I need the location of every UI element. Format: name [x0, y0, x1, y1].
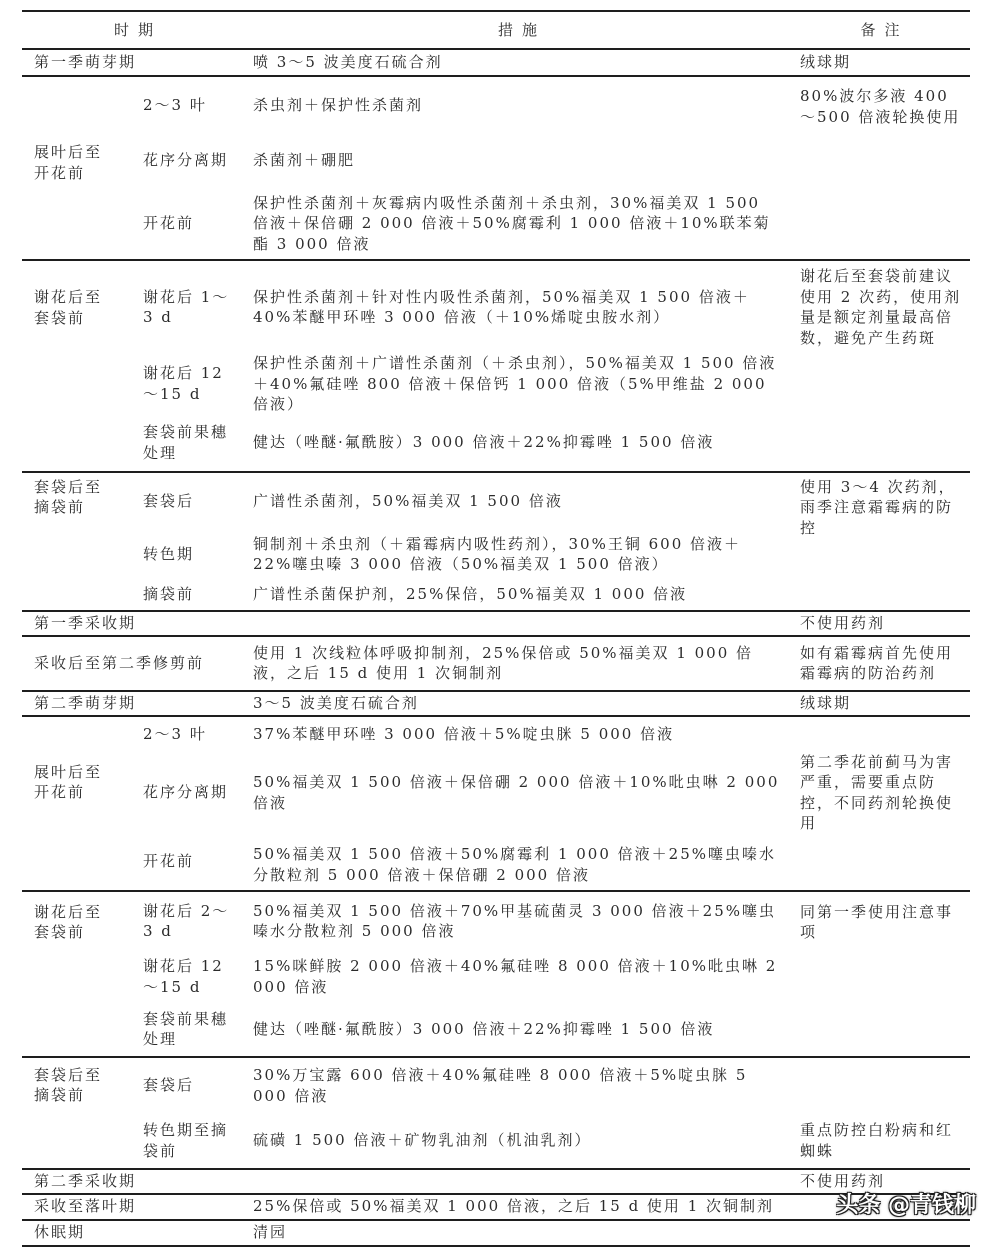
remarks-cell: 绒球期	[790, 49, 970, 76]
table-row	[22, 891, 970, 951]
table-row	[22, 1114, 970, 1169]
stage-cell: 谢花后 12～15 d	[143, 957, 224, 996]
remarks-cell: 使用 3～4 次药剂，雨季注意霜霉病的防控	[790, 472, 970, 611]
stage-cell: 套袋前果穗处理	[143, 1009, 229, 1048]
group-period-cell: 谢花后至套袋前	[22, 891, 135, 1057]
table-row	[22, 1057, 970, 1114]
measures-cell: 保护性杀菌剂＋针对性内吸性杀菌剂，50%福美双 1 500 倍液＋40%苯醚甲环唑 3 000 倍液（＋10%烯啶虫胺水剂）	[245, 260, 790, 353]
group-period-cell: 展叶后至开花前	[22, 716, 135, 891]
measures-cell: 25%保倍或 50%福美双 1 000 倍液，之后 15 d 使用 1 次铜制剂	[245, 1194, 790, 1220]
period-cell: 第二季采收期	[22, 1169, 245, 1194]
table-row	[22, 752, 970, 834]
spray-schedule-table	[22, 10, 970, 1247]
group-period-cell: 套袋后至摘袋前	[22, 1057, 135, 1169]
group-period-cell: 套袋后至摘袋前	[22, 472, 135, 611]
remarks-cell	[790, 716, 970, 752]
stage-cell: 套袋后	[135, 472, 245, 530]
measures-cell: 保护性杀菌剂＋灰霉病内吸性杀菌剂＋杀虫剂，30%福美双 1 500 倍液＋保倍硼 2 000 倍液＋50%腐霉利 1 000 倍液＋10%联苯菊酯 3 000 倍液	[253, 193, 771, 253]
measures-cell: 50%福美双 1 500 倍液＋50%腐霉利 1 000 倍液＋25%噻虫嗪水分散粒剂 5 000 倍液＋保倍硼 2 000 倍液	[253, 845, 776, 884]
measures-cell: 37%苯醚甲环唑 3 000 倍液＋5%啶虫脒 5 000 倍液	[245, 716, 790, 752]
period-cell: 休眠期	[22, 1220, 245, 1246]
period-cell: 第一季萌芽期	[22, 49, 245, 76]
measures-cell	[245, 611, 790, 636]
measures-cell: 铜制剂＋杀虫剂（＋霜霉病内吸性药剂），30%王铜 600 倍液＋22%噻虫嗪 3 000 倍液（50%福美双 1 500 倍液）	[253, 534, 742, 573]
table-row	[22, 691, 970, 716]
header-period: 时期	[22, 11, 245, 49]
stage-cell: 开花前	[143, 214, 195, 233]
group-period-cell: 展叶后至开花前	[22, 76, 135, 260]
measures-cell	[245, 1169, 790, 1194]
stage-cell: 谢花后 1～3 d	[135, 260, 245, 353]
measures-cell: 15%咪鲜胺 2 000 倍液＋40%氟硅唑 8 000 倍液＋10%吡虫啉 2 000 倍液	[253, 957, 778, 996]
stage-cell: 花序分离期	[143, 783, 229, 802]
measures-cell: 健达（唑醚·氟酰胺）3 000 倍液＋22%抑霉唑 1 500 倍液	[253, 1019, 715, 1038]
remarks-cell: 绒球期	[790, 691, 970, 716]
stage-cell: 2～3 叶	[135, 76, 245, 133]
table-row	[22, 260, 970, 353]
measures-cell: 喷 3～5 波美度石硫合剂	[245, 49, 790, 76]
measures-cell: 健达（唑醚·氟酰胺）3 000 倍液＋22%抑霉唑 1 500 倍液	[253, 433, 715, 452]
watermark: 头条 @青钱柳	[836, 1193, 976, 1218]
remarks-cell: 谢花后至套袋前建议使用 2 次药，使用剂量是额定剂量最高倍数，避免产生药斑	[790, 260, 970, 472]
header-remarks: 备注	[790, 11, 970, 49]
remarks-cell	[790, 834, 970, 891]
remarks-cell: 80%波尔多液 400～500 倍液轮换使用	[790, 76, 970, 260]
header-measures: 措施	[245, 11, 790, 49]
stage-cell: 套袋后	[135, 1057, 245, 1114]
remarks-cell: 不使用药剂	[790, 611, 970, 636]
table-row	[22, 611, 970, 636]
stage-cell: 花序分离期	[143, 151, 229, 170]
measures-cell: 广谱性杀菌保护剂，25%保倍，50%福美双 1 000 倍液	[253, 584, 688, 603]
table-row	[22, 472, 970, 530]
stage-cell: 转色期	[143, 544, 195, 563]
remarks-cell: 同第一季使用注意事项	[790, 891, 970, 1057]
measures-cell: 杀菌剂＋硼肥	[253, 151, 356, 170]
measures-cell: 使用 1 次线粒体呼吸抑制剂，25%保倍或 50%福美双 1 000 倍液，之后 15 d 使用 1 次铜制剂	[245, 636, 790, 691]
remarks-cell: 第二季花前蓟马为害严重，需要重点防控，不同药剂轮换使用	[800, 752, 954, 832]
stage-cell: 谢花后 12～15 d	[143, 364, 224, 403]
period-cell: 第二季萌芽期	[22, 691, 245, 716]
stage-cell: 2～3 叶	[135, 716, 245, 752]
table-row	[22, 1220, 970, 1246]
measures-cell: 硫磺 1 500 倍液＋矿物乳油剂（机油乳剂）	[253, 1131, 592, 1150]
period-cell: 采收后至第二季修剪前	[22, 636, 245, 691]
header-row	[22, 11, 970, 49]
table-row	[22, 834, 970, 891]
table-row	[22, 76, 970, 133]
measures-cell: 50%福美双 1 500 倍液＋保倍硼 2 000 倍液＋10%吡虫啉 2 000 倍液	[253, 773, 780, 812]
remarks-cell	[790, 1220, 970, 1246]
table-row	[22, 1194, 970, 1220]
measures-cell: 清园	[245, 1220, 790, 1246]
table-row	[22, 49, 970, 76]
stage-cell: 转色期至摘袋前	[143, 1121, 229, 1160]
measures-cell: 保护性杀菌剂＋广谱性杀菌剂（＋杀虫剂），50%福美双 1 500 倍液＋40%氟硅唑 800 倍液＋保倍钙 1 000 倍液（5%甲维盐 2 000 倍液）	[253, 354, 777, 413]
remarks-cell: 重点防控白粉病和红蜘蛛	[800, 1121, 954, 1160]
measures-cell: 30%万宝露 600 倍液＋40%氟硅唑 8 000 倍液＋5%啶虫脒 5 000 倍液	[245, 1057, 790, 1114]
remarks-cell	[790, 1057, 970, 1114]
measures-cell: 3～5 波美度石硫合剂	[245, 691, 790, 716]
stage-cell: 摘袋前	[143, 584, 195, 603]
stage-cell: 套袋前果穗处理	[143, 423, 229, 462]
table-row	[22, 716, 970, 752]
period-cell: 采收至落叶期	[22, 1194, 245, 1220]
measures-cell: 杀虫剂＋保护性杀菌剂	[245, 76, 790, 133]
measures-cell: 50%福美双 1 500 倍液＋70%甲基硫菌灵 3 000 倍液＋25%噻虫嗪水分散粒剂 5 000 倍液	[245, 891, 790, 951]
period-cell: 第一季采收期	[22, 611, 245, 636]
remarks-cell: 如有霜霉病首先使用霜霉病的防治药剂	[790, 636, 970, 691]
group-period-cell: 谢花后至套袋前	[22, 260, 135, 472]
measures-cell: 广谱性杀菌剂，50%福美双 1 500 倍液	[245, 472, 790, 530]
stage-cell: 开花前	[143, 852, 195, 871]
table-row	[22, 636, 970, 691]
remarks-cell: 不使用药剂	[790, 1169, 970, 1194]
table-row	[22, 1169, 970, 1194]
stage-cell: 谢花后 2～3 d	[135, 891, 245, 951]
